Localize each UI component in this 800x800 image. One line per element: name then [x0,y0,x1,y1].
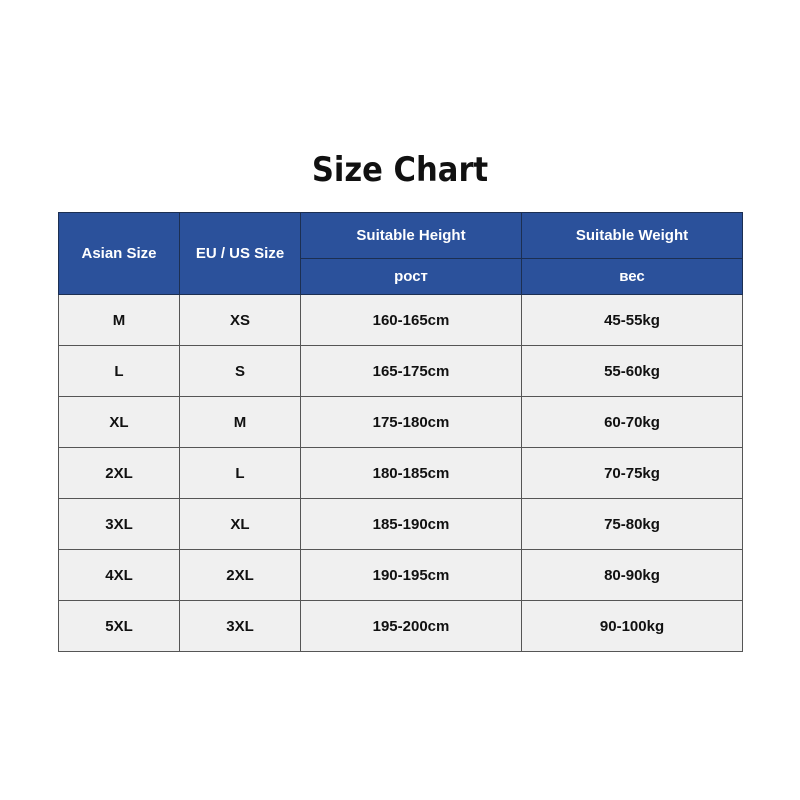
table-row [59,295,743,346]
cell-eu-us-size: XL [180,499,301,550]
cell-height: 180-185cm [301,448,522,499]
table-row [59,346,743,397]
cell-weight: 45-55kg [522,295,743,346]
cell-weight: 75-80kg [522,499,743,550]
table-row [59,499,743,550]
cell-weight: 60-70kg [522,397,743,448]
cell-weight: 55-60kg [522,346,743,397]
table-row [59,397,743,448]
header-suitable-height: Suitable Height [301,213,522,259]
cell-asian-size: 2XL [59,448,180,499]
cell-height: 190-195cm [301,550,522,601]
table-row [59,601,743,652]
header-height-ru: рост [301,259,522,295]
cell-weight: 80-90kg [522,550,743,601]
cell-asian-size: L [59,346,180,397]
cell-asian-size: XL [59,397,180,448]
table-row [59,448,743,499]
cell-eu-us-size: 2XL [180,550,301,601]
header-suitable-weight: Suitable Weight [522,213,743,259]
header-row [59,213,743,259]
header-asian-size: Asian Size [59,213,180,295]
page-title: Size Chart [311,150,489,190]
cell-height: 175-180cm [301,397,522,448]
table-row [59,550,743,601]
cell-height: 165-175cm [301,346,522,397]
cell-eu-us-size: L [180,448,301,499]
cell-eu-us-size: XS [180,295,301,346]
cell-weight: 70-75kg [522,448,743,499]
cell-height: 160-165cm [301,295,522,346]
header-weight-ru: вес [522,259,743,295]
cell-asian-size: 5XL [59,601,180,652]
cell-eu-us-size: M [180,397,301,448]
cell-weight: 90-100kg [522,601,743,652]
cell-height: 195-200cm [301,601,522,652]
cell-height: 185-190cm [301,499,522,550]
header-eu-us-size: EU / US Size [180,213,301,295]
cell-eu-us-size: 3XL [180,601,301,652]
cell-eu-us-size: S [180,346,301,397]
cell-asian-size: 3XL [59,499,180,550]
size-chart-table [58,212,743,652]
cell-asian-size: M [59,295,180,346]
cell-asian-size: 4XL [59,550,180,601]
